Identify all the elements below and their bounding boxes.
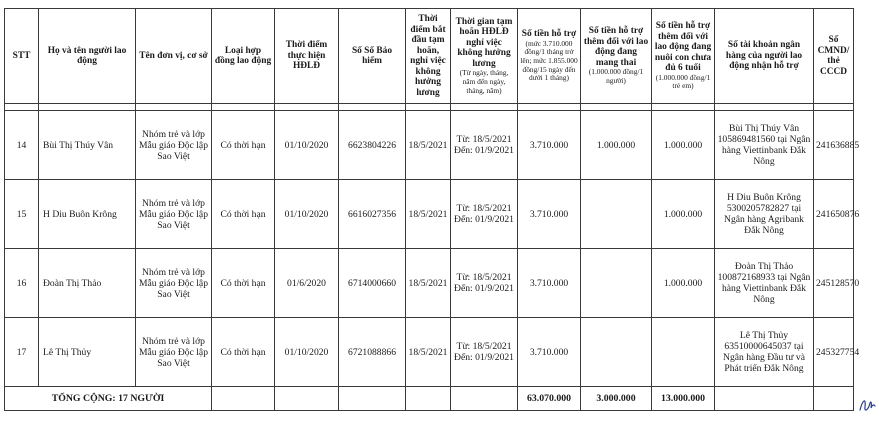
- cell-support-amount: 3.710.000: [518, 249, 581, 318]
- col-id-number-header: Số CMND/ thẻ CCCD: [814, 9, 854, 104]
- col-support-amount-header: [518, 9, 581, 104]
- col-unit-header: Tên đơn vị, cơ sở: [136, 9, 212, 104]
- col-insurance-header: Số Sổ Bảo hiểm: [339, 9, 406, 104]
- cell-suspend-period: [451, 111, 518, 180]
- cell-suspend-period: [451, 180, 518, 249]
- cell-suspend-start: 18/5/2021: [406, 180, 451, 249]
- cell-bank-account: H Diu Buôn Krông 5300205782827 tại Ngân hàng Agribank Đắk Nông: [715, 180, 814, 249]
- table-row: [5, 180, 854, 249]
- header-row: [5, 9, 854, 104]
- cell-contract-type: Có thời hạn: [212, 318, 275, 387]
- period-from: Từ: 18/5/2021: [456, 203, 512, 214]
- total-support-amount: 63.070.000: [518, 387, 581, 411]
- col-bank-account-header: Số tài khoản ngân hàng của người lao động nhận hỗ trợ: [715, 9, 814, 104]
- cell-pregnant-extra: [581, 180, 652, 249]
- cell-child-extra: [652, 318, 715, 387]
- col-stt-header: STT: [5, 9, 39, 104]
- cell-bank-account: Lê Thị Thủy 63510000645037 tại Ngân hàng Đầu tư và Phát triển Đắk Nông: [715, 318, 814, 387]
- cell-bank-account: Bùi Thị Thúy Vân 105869481560 tại Ngân hàng Viettinbank Đắk Nông: [715, 111, 814, 180]
- cell-id-number: 245327754: [814, 318, 854, 387]
- cell-insurance: 6616027356: [339, 180, 406, 249]
- period-to: Đến: 01/9/2021: [454, 283, 514, 294]
- cell-suspend-period: [451, 318, 518, 387]
- child-extra-title: Số tiền hỗ trợ thêm đối với lao động đang nuôi con chưa đủ 6 tuổi: [654, 21, 712, 74]
- cell-unit: Nhóm trẻ và lớp Mẫu giáo Độc lập Sao Việt: [136, 318, 212, 387]
- cell-stt: 17: [5, 318, 39, 387]
- cell-pregnant-extra: 1.000.000: [581, 111, 652, 180]
- support-amount-title: Số tiền hỗ trợ: [521, 29, 577, 40]
- cell-name: Bùi Thị Thúy Vân: [39, 111, 136, 180]
- cell-name: H Diu Buôn Krông: [39, 180, 136, 249]
- cell-support-amount: 3.710.000: [518, 111, 581, 180]
- support-amount-note: (mức 3.710.000 đồng/1 tháng trở lên; mức 1.855.000 đồng/15 ngày đến dưới 1 tháng): [520, 38, 578, 83]
- total-empty-cell: [814, 387, 854, 411]
- col-contract-type-header: Loại hợp đồng lao động: [212, 9, 275, 104]
- cell-support-amount: 3.710.000: [518, 318, 581, 387]
- header-spacer-row: [5, 104, 854, 111]
- col-name-header: Họ và tên người lao động: [39, 9, 136, 104]
- suspend-period-title: Thời gian tạm hoãn HĐLĐ nghỉ việc không hưởng lương: [455, 16, 513, 69]
- period-from: Từ: 18/5/2021: [456, 134, 512, 145]
- total-empty-cell: [339, 387, 406, 411]
- total-empty-cell: [451, 387, 518, 411]
- pregnant-extra-note: (1.000.000 đồng/1 người): [588, 67, 644, 85]
- initials-signature-icon: [858, 395, 876, 415]
- period-to: Đến: 01/9/2021: [454, 214, 514, 225]
- cell-name: Đoàn Thị Thảo: [39, 249, 136, 318]
- cell-contract-date: 01/10/2020: [275, 318, 339, 387]
- cell-unit: Nhóm trẻ và lớp Mẫu giáo Độc lập Sao Việt: [136, 111, 212, 180]
- total-row: [5, 387, 854, 411]
- total-empty-cell: [275, 387, 339, 411]
- cell-support-amount: 3.710.000: [518, 180, 581, 249]
- cell-insurance: 6623804226: [339, 111, 406, 180]
- cell-unit: Nhóm trẻ và lớp Mẫu giáo Độc lập Sao Việt: [136, 180, 212, 249]
- col-suspend-start-header: Thời điểm bắt đầu tạm hoãn, nghỉ việc không hưởng lương: [406, 9, 451, 104]
- cell-child-extra: 1.000.000: [652, 180, 715, 249]
- cell-contract-type: Có thời hạn: [212, 249, 275, 318]
- cell-suspend-start: 18/5/2021: [406, 249, 451, 318]
- cell-pregnant-extra: [581, 318, 652, 387]
- col-child-extra-header: [652, 9, 715, 104]
- cell-stt: 16: [5, 249, 39, 318]
- cell-contract-date: 01/10/2020: [275, 111, 339, 180]
- cell-contract-type: Có thời hạn: [212, 180, 275, 249]
- cell-child-extra: 1.000.000: [652, 111, 715, 180]
- period-to: Đến: 01/9/2021: [454, 352, 514, 363]
- cell-insurance: 6714000660: [339, 249, 406, 318]
- cell-id-number: 241650876: [814, 180, 854, 249]
- total-empty-cell: [212, 387, 275, 411]
- cell-insurance: 6721088866: [339, 318, 406, 387]
- cell-contract-date: 01/10/2020: [275, 180, 339, 249]
- total-empty-cell: [715, 387, 814, 411]
- cell-id-number: 245128570: [814, 249, 854, 318]
- cell-contract-date: 01/6/2020: [275, 249, 339, 318]
- cell-stt: 14: [5, 111, 39, 180]
- pregnant-extra-title: Số tiền hỗ trợ thêm đối với lao động đang mang thai: [583, 26, 649, 68]
- cell-child-extra: 1.000.000: [652, 249, 715, 318]
- table-row: [5, 111, 854, 180]
- child-extra-note: (1.000.000 đồng/1 trẻ em): [655, 72, 711, 91]
- total-pregnant-extra: 3.000.000: [581, 387, 652, 411]
- table-row: [5, 318, 854, 387]
- suspend-period-note: (Từ ngày, tháng, năm đến ngày, tháng, năm): [459, 68, 509, 95]
- table-row: [5, 249, 854, 318]
- cell-id-number: 241636885: [814, 111, 854, 180]
- period-from: Từ: 18/5/2021: [456, 341, 512, 352]
- total-label: TỔNG CỘNG: 17 NGƯỜI: [5, 387, 212, 411]
- cell-name: Lê Thị Thủy: [39, 318, 136, 387]
- total-child-extra: 13.000.000: [652, 387, 715, 411]
- period-from: Từ: 18/5/2021: [456, 272, 512, 283]
- cell-suspend-start: 18/5/2021: [406, 318, 451, 387]
- support-list-table: [4, 8, 860, 411]
- col-pregnant-extra-header: [581, 9, 652, 104]
- col-contract-date-header: Thời điểm thực hiện HĐLĐ: [275, 9, 339, 104]
- cell-suspend-period: [451, 249, 518, 318]
- cell-stt: 15: [5, 180, 39, 249]
- col-suspend-period-header: [451, 9, 518, 104]
- cell-bank-account: Đoàn Thị Thảo 100872168933 tại Ngân hàng Viettinbank Đắk Nông: [715, 249, 814, 318]
- period-to: Đến: 01/9/2021: [454, 145, 514, 156]
- total-empty-cell: [406, 387, 451, 411]
- cell-unit: Nhóm trẻ và lớp Mẫu giáo Độc lập Sao Việt: [136, 249, 212, 318]
- cell-suspend-start: 18/5/2021: [406, 111, 451, 180]
- cell-pregnant-extra: [581, 249, 652, 318]
- cell-contract-type: Có thời hạn: [212, 111, 275, 180]
